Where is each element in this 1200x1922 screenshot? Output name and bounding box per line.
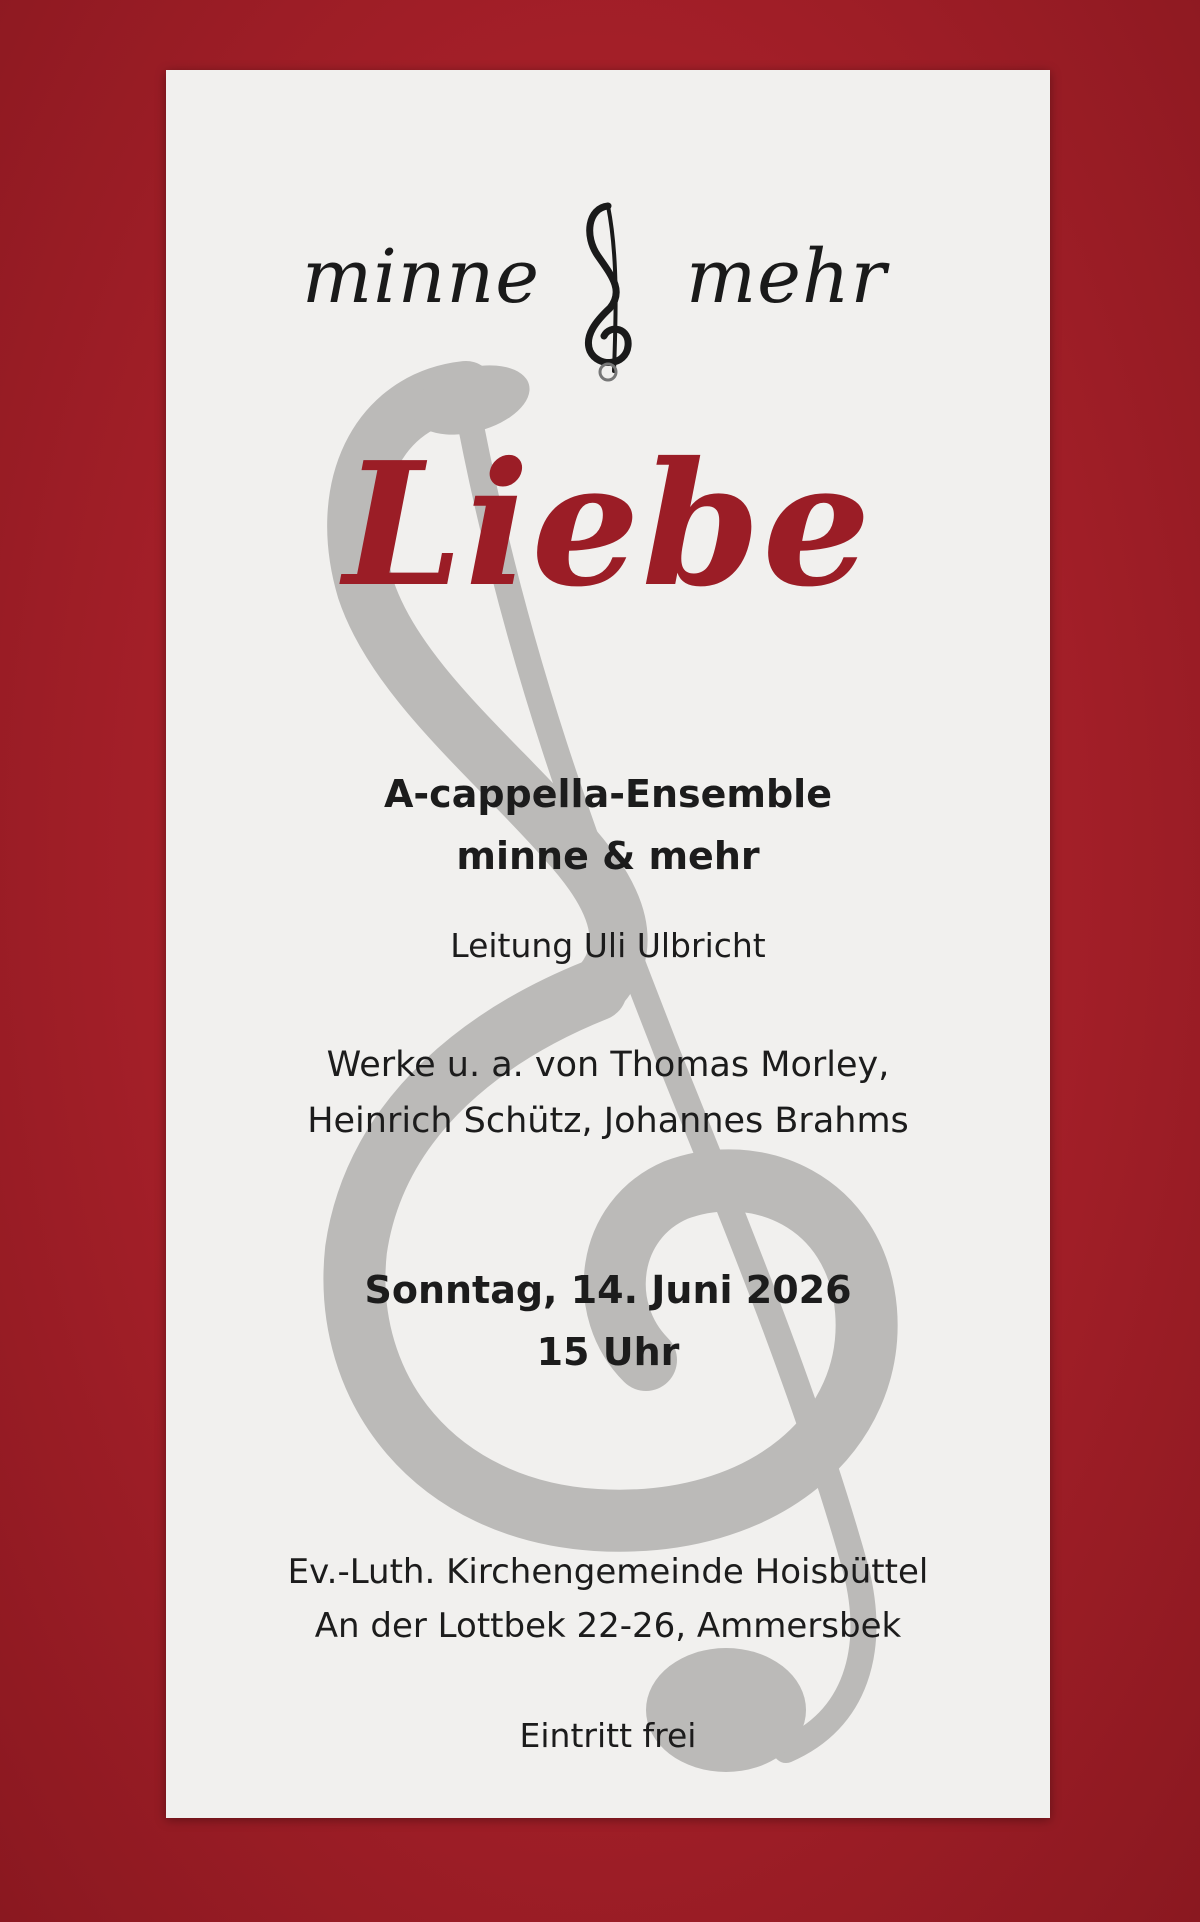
treble-clef-logo-icon: [566, 196, 646, 386]
logo-word-right: mehr: [686, 234, 887, 320]
logo-word-left: minne: [302, 234, 540, 320]
admission-note: Eintritt frei: [519, 1716, 697, 1755]
director-line: Leitung Uli Ulbricht: [450, 926, 766, 965]
ensemble-name: minne & mehr: [456, 834, 760, 878]
venue-name: Ev.-Luth. Kirchengemeinde Hoisbüttel: [287, 1552, 929, 1592]
event-time: 15 Uhr: [536, 1330, 680, 1374]
ensemble-logo: [166, 188, 1050, 388]
poster-title: Liebe: [343, 425, 873, 625]
works-line-2: Heinrich Schütz, Johannes Brahms: [307, 1101, 909, 1141]
ensemble-type: A-cappella-Ensemble: [384, 772, 832, 816]
event-date: Sonntag, 14. Juni 2026: [364, 1268, 852, 1312]
concert-poster: [166, 70, 1050, 1818]
venue-address: An der Lottbek 22-26, Ammersbek: [314, 1606, 902, 1646]
works-line-1: Werke u. a. von Thomas Morley,: [326, 1045, 890, 1085]
